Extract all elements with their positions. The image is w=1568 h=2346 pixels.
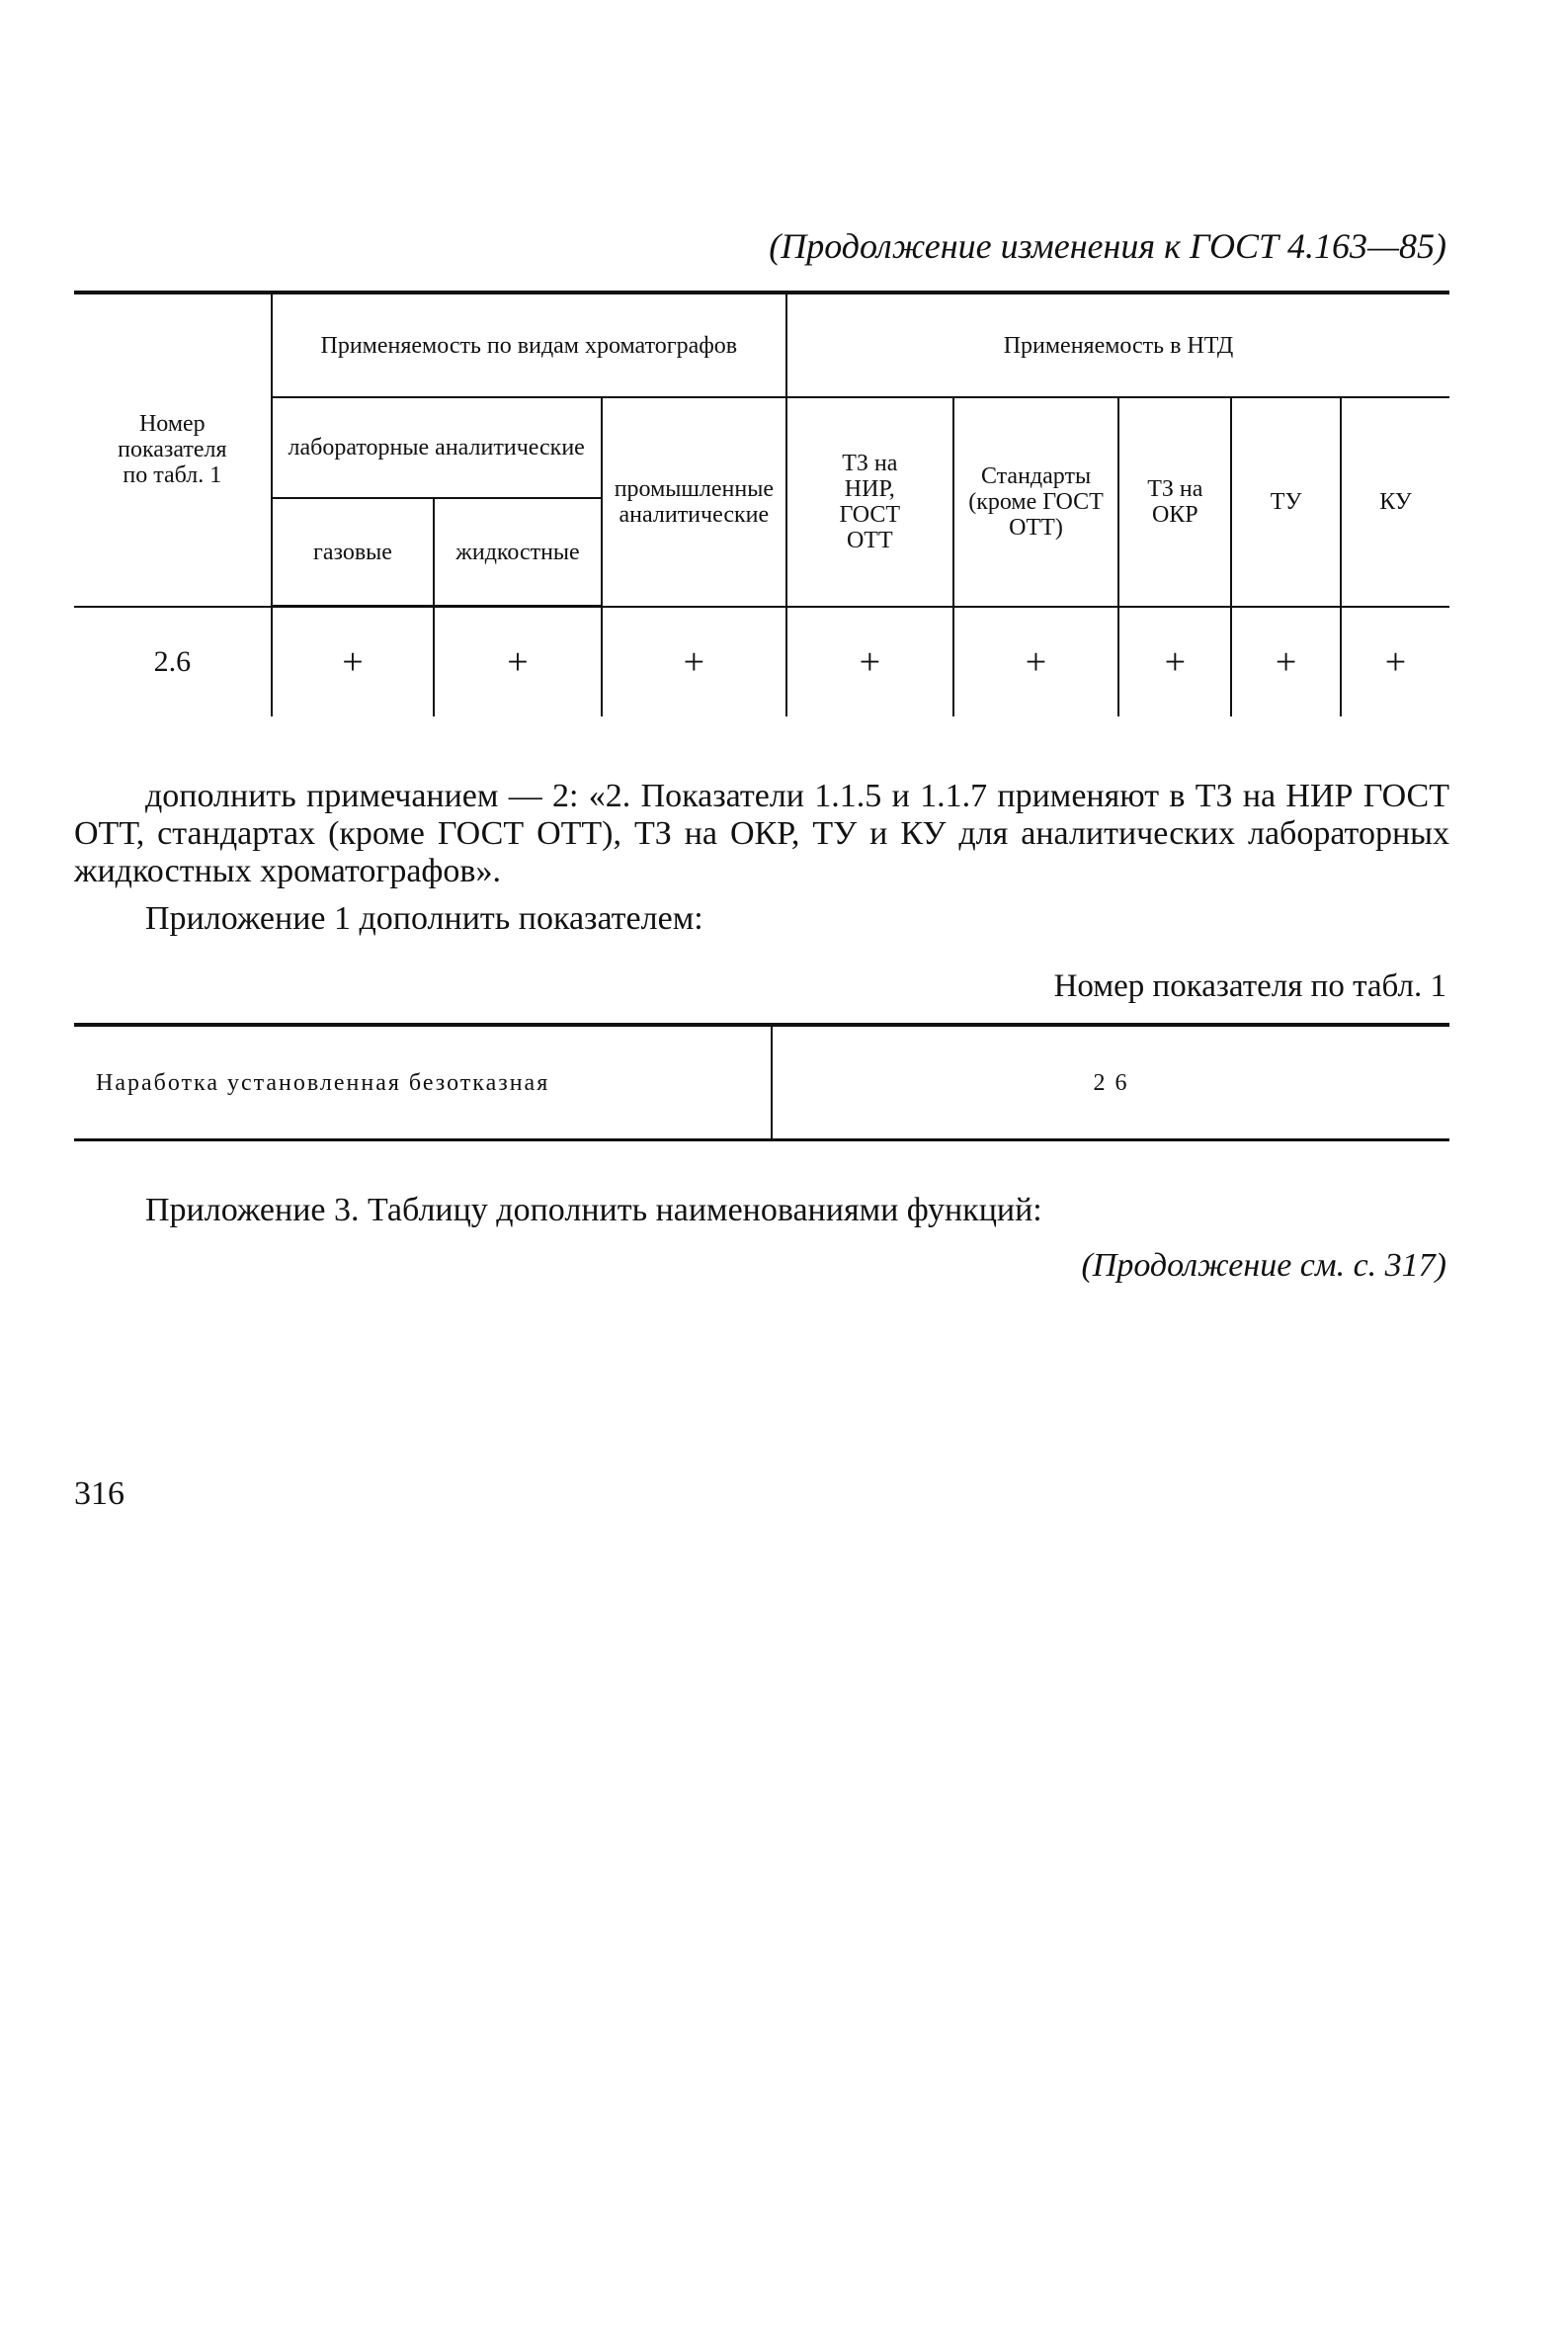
indicator-table (74, 1023, 1449, 1141)
applicability-table (74, 291, 1449, 716)
table-row (74, 607, 1449, 717)
tz-nir-header: ТЗ на НИР, ГОСТ ОТТ (786, 397, 953, 607)
gas-header: газовые (272, 498, 435, 607)
standards-header: Стандарты (кроме ГОСТ ОТТ) (953, 397, 1119, 607)
chromatograph-group-header: Применяемость по видам хроматографов (272, 293, 786, 397)
page-number: 316 (74, 1475, 124, 1512)
ku-header: КУ (1341, 397, 1449, 607)
liquid-header: жидкостные (434, 498, 601, 607)
mark-gas: + (272, 607, 435, 717)
mark-standards: + (953, 607, 1119, 717)
note-paragraph: дополнить примечанием — 2: «2. Показатели 1.1.5 и 1.1.7 применяют в ТЗ на НИР ГОСТ ОТТ, стандартах (кроме ГОСТ ОТТ), ТЗ на ОКР, ТУ и КУ для аналитических лабораторных жидкостных хроматографов». (74, 778, 1449, 889)
industrial-header: промышленные аналитические (602, 397, 786, 607)
row-number: 2.6 (153, 644, 192, 678)
continued-note: (Продолжение см. с. 317) (1081, 1247, 1446, 1284)
mark-tu: + (1231, 607, 1341, 717)
mark-ku: + (1341, 607, 1449, 717)
mark-liquid: + (434, 607, 601, 717)
page-header: (Продолжение изменения к ГОСТ 4.163—85) (769, 226, 1446, 266)
ntd-group-header: Применяемость в НТД (786, 293, 1449, 397)
appendix3-paragraph: Приложение 3. Таблицу дополнить наименованиями функций: (145, 1192, 1042, 1228)
mark-industrial: + (602, 607, 786, 717)
indicator-name: Наработка установленная безотказная (74, 1025, 772, 1140)
indicator-number-header: Номер показателя по табл. 1 (1053, 968, 1446, 1004)
appendix1-paragraph: Приложение 1 дополнить показателем: (145, 900, 703, 937)
index-column-header: Номер показателя по табл. 1 (74, 293, 272, 607)
indicator-value: 2 6 (1093, 1069, 1129, 1096)
mark-tz-okr: + (1118, 607, 1231, 717)
table-row (74, 1025, 1449, 1140)
tz-okr-header: ТЗ на ОКР (1118, 397, 1231, 607)
tu-header: ТУ (1231, 397, 1341, 607)
mark-tz-nir: + (786, 607, 953, 717)
lab-analytical-header: лабораторные аналитические (272, 397, 602, 498)
